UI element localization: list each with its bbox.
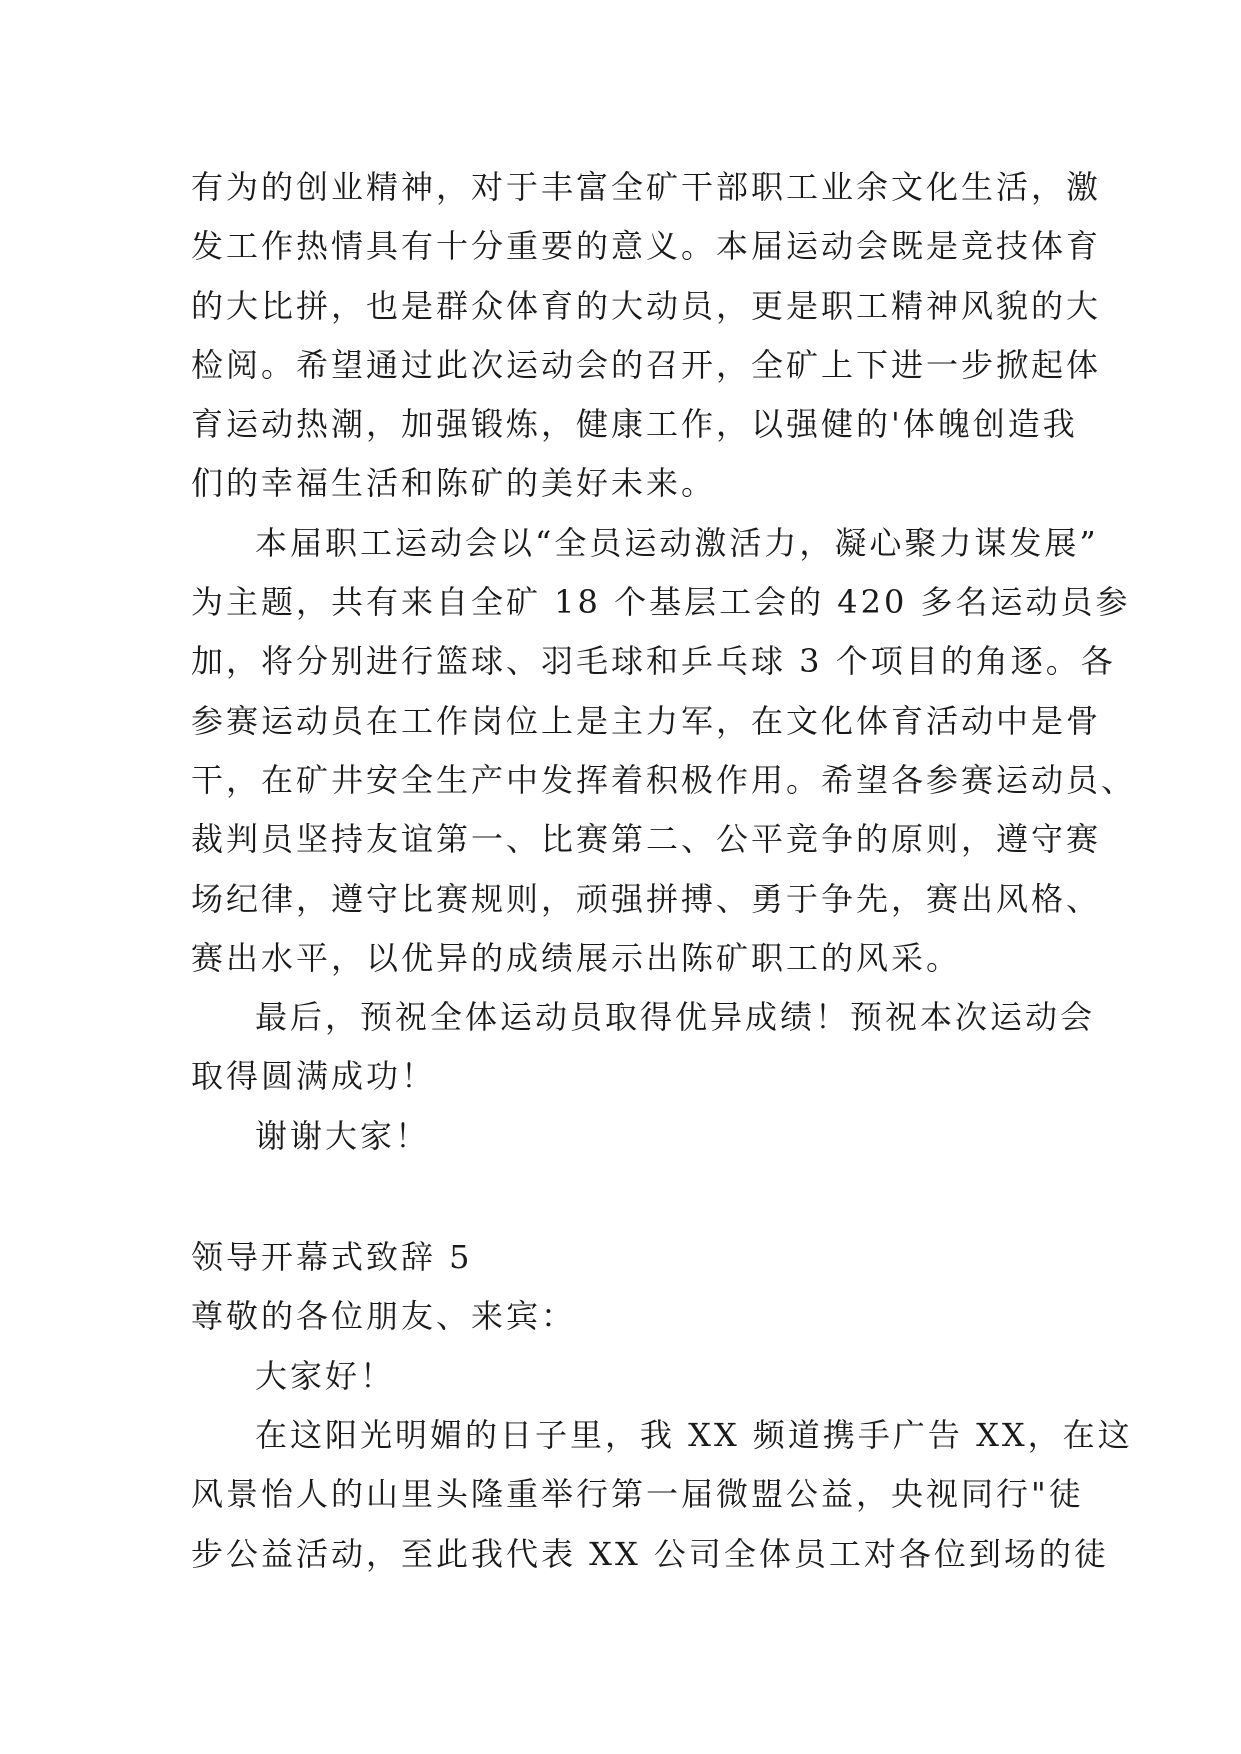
text-line: 育运动热潮，加强锻炼，健康工作，以强健的'体魄创造我	[191, 405, 1078, 444]
text-line: 赛出水平，以优异的成绩展示出陈矿职工的风采。	[191, 938, 962, 977]
section-title: 领导开幕式致辞 5	[191, 1238, 473, 1277]
text-line: 在这阳光明媚的日子里，我 XX 频道携手广告 XX，在这	[255, 1415, 1133, 1454]
paragraph-continuation	[191, 158, 1102, 514]
salutation: 尊敬的各位朋友、来宾：	[191, 1297, 577, 1336]
thanks-line: 谢谢大家！	[255, 1116, 431, 1155]
document-body	[191, 158, 1137, 1584]
text-line: 们的幸福生活和陈矿的美好未来。	[191, 464, 717, 503]
section-gap	[191, 1166, 1061, 1228]
text-line: 裁判员坚持友谊第一、比赛第二、公平竞争的原则，遵守赛	[191, 820, 1102, 859]
paragraph-wishes	[191, 988, 1096, 1107]
text-line: 干，在矿井安全生产中发挥着积极作用。希望各参赛运动员、	[191, 760, 1137, 799]
text-line: 步公益活动，至此我代表 XX 公司全体员工对各位到场的徒	[191, 1534, 1109, 1573]
text-line: 风景怡人的山里头隆重举行第一届微盟公益，央视同行"徒	[191, 1475, 1084, 1514]
text-line: 取得圆满成功！	[191, 1057, 437, 1096]
text-line: 加，将分别进行篮球、羽毛球和乒乓球 3 个项目的角逐。各	[191, 642, 1116, 681]
greeting: 大家好！	[255, 1356, 396, 1395]
paragraph-games-theme	[191, 514, 1137, 988]
text-line: 检阅。希望通过此次运动会的召开，全矿上下进一步掀起体	[191, 345, 1102, 384]
text-line: 场纪律，遵守比赛规则，顽强拼搏、勇于争先，赛出风格、	[191, 879, 1102, 918]
text-line: 的大比拼，也是群众体育的大动员，更是职工精神风貌的大	[191, 286, 1102, 325]
text-line: 最后，预祝全体运动员取得优异成绩！预祝本次运动会	[255, 998, 1096, 1037]
text-line: 有为的创业精神，对于丰富全矿干部职工业余文化生活，激	[191, 168, 1102, 206]
text-line: 本届职工运动会以“全员运动激活力，凝心聚力谋发展”	[255, 523, 1099, 562]
paragraph-opening	[191, 1406, 1133, 1584]
text-line: 发工作热情具有十分重要的意义。本届运动会既是竞技体育	[191, 227, 1102, 266]
text-line: 为主题，共有来自全矿 18 个基层工会的 420 多名运动员参	[191, 583, 1131, 622]
text-line: 参赛运动员在工作岗位上是主力军，在文化体育活动中是骨	[191, 701, 1102, 740]
